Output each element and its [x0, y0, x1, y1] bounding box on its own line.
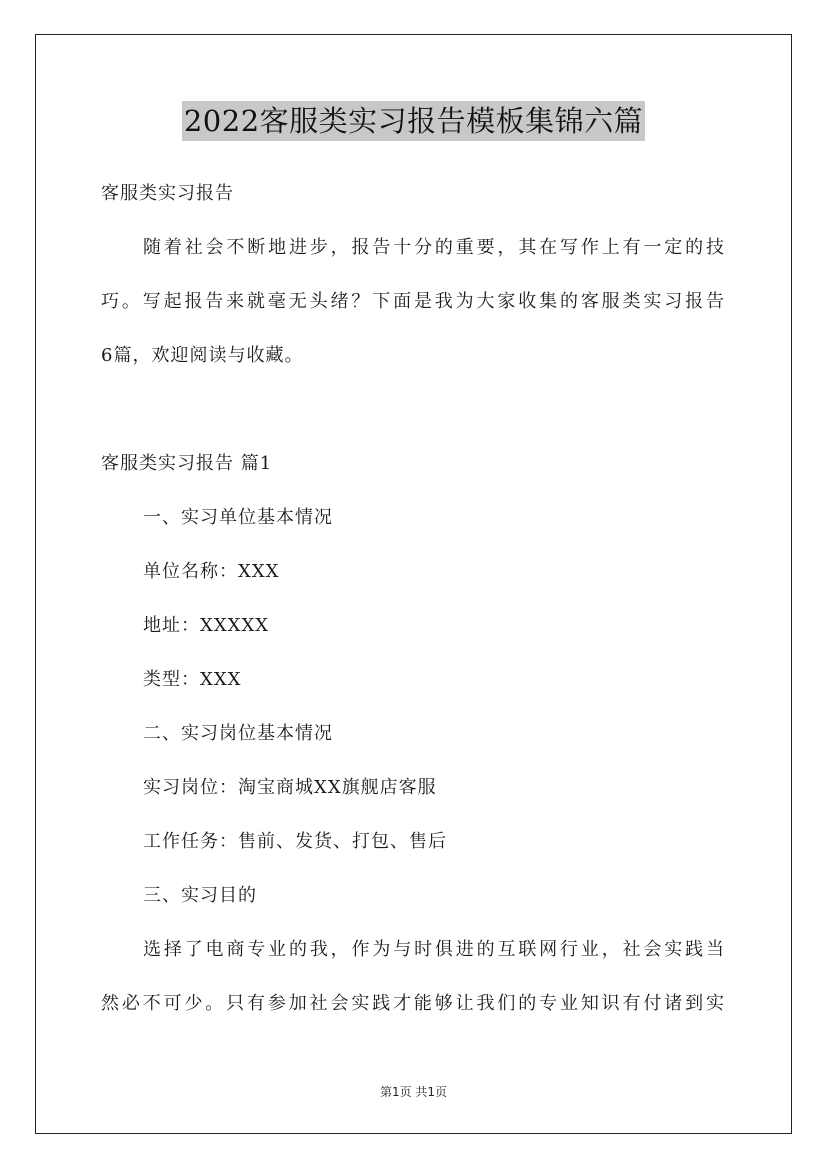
- section-3-heading: 三、实习目的: [143, 885, 257, 906]
- purpose-paragraph-line-1: 选择了电商专业的我，作为与时俱进的互联网行业，社会实践当: [143, 939, 725, 960]
- type-line: 类型：XXX: [143, 669, 242, 690]
- document-title: 2022客服类实习报告模板集锦六篇: [182, 101, 645, 141]
- section-1-heading: 一、实习单位基本情况: [143, 507, 333, 528]
- address-line: 地址：XXXXX: [143, 615, 270, 636]
- intro-heading: 客服类实习报告: [101, 183, 234, 204]
- intro-paragraph-line-1: 随着社会不断地进步，报告十分的重要，其在写作上有一定的技: [143, 237, 725, 258]
- intro-paragraph-line-3: 6篇，欢迎阅读与收藏。: [101, 345, 304, 366]
- tasks-line: 工作任务：售前、发货、打包、售后: [143, 831, 447, 852]
- part1-heading: 客服类实习报告 篇1: [101, 453, 273, 474]
- position-line: 实习岗位：淘宝商城XX旗舰店客服: [143, 777, 437, 798]
- purpose-paragraph-line-2: 然必不可少。只有参加社会实践才能够让我们的专业知识有付诸到实: [101, 993, 725, 1014]
- intro-paragraph-line-2: 巧。写起报告来就毫无头绪？下面是我为大家收集的客服类实习报告: [101, 291, 725, 312]
- unit-name-line: 单位名称：XXX: [143, 561, 280, 582]
- page-number-footer: 第1页 共1页: [379, 1085, 448, 1099]
- title-container: [0, 101, 827, 141]
- section-2-heading: 二、实习岗位基本情况: [143, 723, 333, 744]
